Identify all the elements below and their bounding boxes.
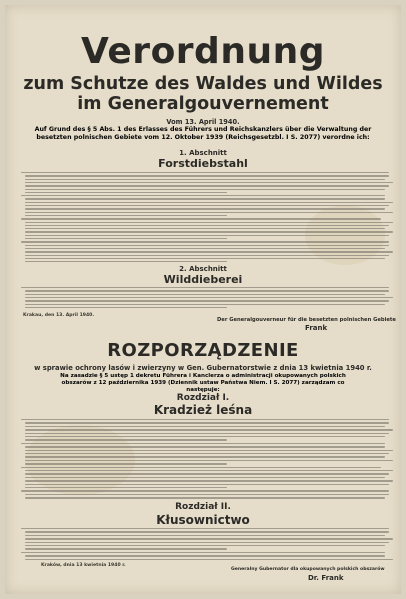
german-signer-name: Frank: [305, 324, 328, 332]
polish-signer-title: Generalny Gubernator dla okupowanych polskich obszarów: [231, 567, 385, 572]
fine-print-line: [25, 304, 385, 305]
fine-print-line: [25, 535, 385, 536]
fine-print-line: [21, 443, 385, 444]
german-section-1-label: 1. Abschnitt: [179, 149, 227, 157]
german-section-1-heading: Forstdiebstahl: [158, 157, 248, 170]
fine-print-line: [25, 433, 389, 434]
fine-print-line: [25, 480, 393, 481]
fine-print-line: [25, 198, 385, 199]
fine-print-line: [21, 528, 389, 529]
fine-print-line: [25, 446, 385, 447]
german-date: Vom 13. April 1940.: [166, 118, 240, 126]
fine-print-line: [25, 531, 389, 532]
fine-print-line: [25, 456, 385, 457]
fine-print-line: [25, 179, 385, 180]
fine-print-line: [21, 419, 389, 420]
fine-print-line: [25, 245, 389, 246]
polish-place-date: Kraków, dnia 13 kwietnia 1940 r.: [41, 563, 126, 568]
fine-print-line: [25, 477, 385, 478]
german-place-date: Krakau, den 13. April 1940.: [23, 313, 95, 318]
fine-print-line: [25, 300, 389, 301]
fine-print-line: [25, 251, 393, 252]
fine-print-line: [21, 467, 381, 468]
fine-print-line: [25, 189, 385, 190]
fine-print-line: [21, 552, 385, 553]
fine-print-line: [25, 542, 389, 543]
polish-section-1-label: Rozdział I.: [176, 393, 230, 403]
polish-signer-name: Dr. Frank: [308, 574, 344, 582]
fine-print-line: [25, 258, 385, 259]
fine-print-line: [25, 494, 389, 495]
german-section-2-heading: Wilddieberei: [163, 273, 243, 286]
fine-print-line: [25, 294, 385, 295]
fine-print-line: [25, 548, 227, 549]
fine-print-line: [25, 463, 227, 464]
german-subtitle-2: im Generalgouvernement: [77, 94, 329, 114]
fine-print-line: [25, 545, 385, 546]
fine-print-line: [25, 255, 389, 256]
fine-print-line: [25, 208, 385, 209]
fine-print-line: [25, 290, 389, 291]
fine-print-line: [25, 460, 393, 461]
polish-section-2-heading: Kłusownictwo: [156, 513, 250, 527]
fine-print-line: [25, 555, 385, 556]
german-signer-title: Der Generalgouverneur für die besetzten polnischen Gebiete: [217, 317, 396, 323]
fine-print-line: [25, 297, 393, 298]
german-preamble: Auf Grund des § 5 Abs. 1 des Erlasses des Führers und Reichskanzlers über die Verwaltung der besetzten polnischen Gebiete vom 12. Oktober 1939 (Reichsgesetzbl. I S. 2077) verordne ich:: [34, 126, 372, 141]
fine-print-line: [25, 559, 393, 560]
fine-print-line: [25, 175, 389, 176]
german-title: Verordnung: [81, 31, 325, 72]
fine-print-line: [25, 429, 393, 430]
german-section-2-label: 2. Abschnitt: [179, 265, 227, 273]
polish-section-2-label: Rozdział II.: [175, 502, 231, 512]
fine-print-line: [25, 182, 393, 183]
german-subtitle-1: zum Schutze des Waldes und Wildes: [23, 74, 383, 94]
fine-print-line: [25, 484, 389, 485]
fine-print-line: [25, 202, 393, 203]
fine-print-line: [25, 538, 393, 539]
fine-print-line: [25, 497, 385, 498]
polish-subtitle: w sprawie ochrony lasów i zwierzyny w Gen. Gubernatorstwie z dnia 13 kwietnia 1940 r.: [34, 364, 372, 372]
fine-print-line: [25, 261, 227, 262]
fine-print-line: [25, 192, 227, 193]
fine-print-line: [21, 172, 389, 173]
fine-print-line: [21, 241, 389, 242]
fine-print-line: [25, 422, 389, 423]
fine-print-line: [25, 450, 393, 451]
fine-print-line: [25, 185, 389, 186]
fine-print-line: [25, 235, 389, 236]
polish-preamble: Na zasadzie § 5 ustęp 1 dekretu Führera i Kanclerza o administracji okupowanych polskich obszarów z 12 października 1939 (Dziennik ustaw Państwa Niem. I S. 2077) zarządzam co następuje:: [60, 373, 346, 393]
fine-print-line: [25, 215, 227, 216]
fine-print-line: [25, 222, 393, 223]
poster-sheet: [5, 5, 401, 594]
polish-title: ROZPORZĄDZENIE: [107, 340, 299, 361]
fine-print-line: [25, 473, 389, 474]
fine-print-line: [25, 231, 393, 232]
fine-print-line: [25, 212, 393, 213]
fine-print-line: [21, 195, 385, 196]
fine-print-line: [25, 225, 389, 226]
fine-print-line: [25, 238, 227, 239]
fine-print-line: [21, 218, 381, 219]
polish-section-1-heading: Kradzież leśna: [153, 403, 253, 417]
fine-print-line: [25, 426, 385, 427]
fine-print-line: [25, 307, 227, 308]
fine-print-line: [21, 287, 389, 288]
fine-print-line: [21, 490, 389, 491]
fine-print-line: [25, 439, 227, 440]
